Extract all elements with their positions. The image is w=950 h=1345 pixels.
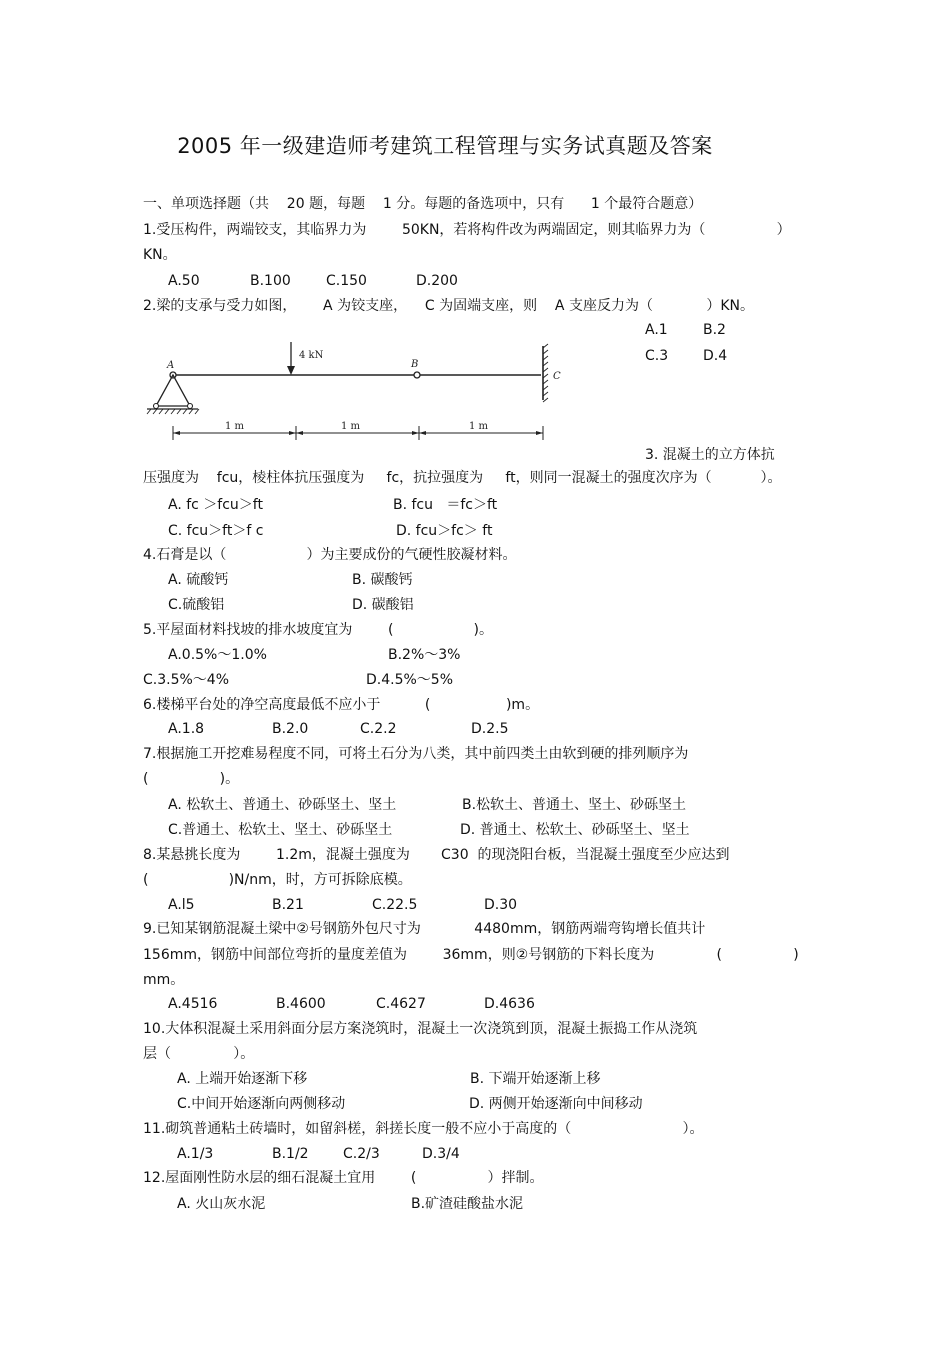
- q1-option-b: B.100: [250, 273, 291, 289]
- section-header: 一、单项选择题（共 20 题，每题 1 分。每题的备选项中，只有 1 个最符合题意）: [143, 196, 703, 212]
- question-12-stem: 12.屋面刚性防水层的细石混凝土宜用 ( ）拌制。: [143, 1170, 544, 1186]
- question-7-stem-cont: ( )。: [143, 771, 240, 787]
- question-4-stem: 4.石膏是以（ ）为主要成份的气硬性胶凝材料。: [143, 547, 517, 563]
- pin-a-roller-left: [154, 404, 159, 409]
- q4-option-a: A. 硫酸钙: [168, 572, 229, 588]
- question-3-stem-cont: 压强度为 fcu，棱柱体抗压强度为 fc，抗拉强度为 ft，则同一混凝土的强度次序为（ ）。: [143, 470, 782, 486]
- q6-option-a: A.1.8: [168, 721, 205, 737]
- q11-option-b: B.1/2: [272, 1146, 309, 1162]
- q8-option-b: B.21: [272, 897, 304, 913]
- q9-option-c: C.4627: [376, 996, 426, 1012]
- q4-option-d: D. 碳酸铝: [352, 597, 414, 613]
- question-3-stem: 3. 混凝土的立方体抗: [645, 447, 775, 463]
- question-8-stem-cont: ( )N/nm，时，方可拆除底模。: [143, 872, 412, 888]
- q2-option-b: B.2: [703, 322, 726, 338]
- question-5-stem: 5.平屋面材料找坡的排水坡度宜为 ( )。: [143, 622, 493, 638]
- dim-label-1: 1 m: [225, 421, 245, 432]
- label-a: A: [167, 360, 175, 371]
- q11-option-d: D.3/4: [422, 1146, 460, 1162]
- q9-option-d: D.4636: [484, 996, 535, 1012]
- q3-option-b: B. fcu ＝fc＞ft: [393, 497, 498, 513]
- q2-option-a: A.1: [645, 322, 668, 338]
- load-label: 4 kN: [299, 350, 324, 361]
- q7-option-a: A. 松软土、普通土、砂砾坚土、坚土: [168, 797, 397, 813]
- q4-option-c: C.硫酸铝: [168, 597, 225, 613]
- question-9-stem-cont: 156mm，钢筋中间部位弯折的量度差值为 36mm，则②号钢筋的下料长度为 ( ): [143, 947, 799, 963]
- q8-option-d: D.30: [484, 897, 518, 913]
- q7-option-c: C.普通土、松软土、坚土、砂砾坚土: [168, 822, 393, 838]
- q10-option-a: A. 上端开始逐渐下移: [177, 1071, 308, 1087]
- beam-diagram: [143, 338, 573, 450]
- q3-option-c: C. fcu＞ft＞f c: [168, 523, 264, 539]
- q11-option-a: A.1/3: [177, 1146, 214, 1162]
- q6-option-d: D.2.5: [471, 721, 509, 737]
- label-b: B: [411, 359, 419, 370]
- q11-option-c: C.2/3: [343, 1146, 380, 1162]
- q5-option-a: A.0.5%～1.0%: [168, 647, 267, 663]
- dim-arrow-2l: [289, 431, 296, 435]
- q12-option-b: B.矿渣硅酸盐水泥: [411, 1196, 524, 1212]
- q7-option-b: B.松软土、普通土、坚土、砂砾坚土: [462, 797, 687, 813]
- question-1-stem: 1.受压构件，两端铰支，其临界力为 50KN，若将构件改为两端固定，则其临界力为（ ）: [143, 222, 791, 238]
- question-9-stem: 9.已知某钢筋混凝土梁中②号钢筋外包尺寸为 4480mm，钢筋两端弯钩增长值共计: [143, 921, 706, 937]
- q1-option-d: D.200: [416, 273, 458, 289]
- pin-a-roller-right: [188, 404, 193, 409]
- q7-option-d: D. 普通土、松软土、砂砾坚土、坚土: [460, 822, 690, 838]
- question-10-stem-cont: 层（ ）。: [143, 1046, 255, 1062]
- label-c: C: [553, 371, 561, 382]
- q1-option-c: C.150: [326, 273, 367, 289]
- dim-label-3: 1 m: [469, 421, 489, 432]
- q2-option-d: D.4: [703, 348, 728, 364]
- question-8-stem: 8.某悬挑长度为 1.2m，混凝土强度为 C30 的现浇阳台板，当混凝土强度至少应达到: [143, 847, 730, 863]
- load-arrow-head: [287, 366, 295, 375]
- dim-arrow-3l: [412, 431, 419, 435]
- q9-option-a: A.4516: [168, 996, 218, 1012]
- q8-option-c: C.22.5: [372, 897, 418, 913]
- question-2-stem: 2.梁的支承与受力如图， A 为铰支座， C 为固端支座，则 A 支座反力为（ ）KN。: [143, 298, 754, 314]
- hinge-b: [414, 372, 420, 378]
- ground-hatch: [147, 409, 199, 414]
- q10-option-b: B. 下端开始逐渐上移: [470, 1071, 601, 1087]
- q6-option-c: C.2.2: [360, 721, 397, 737]
- q2-option-c: C.3: [645, 348, 669, 364]
- question-10-stem: 10.大体积混凝土采用斜面分层方案浇筑时，混凝土一次浇筑到顶，混凝土振捣工作从浇筑: [143, 1021, 698, 1037]
- question-6-stem: 6.楼梯平台处的净空高度最低不应小于 ( )m。: [143, 697, 540, 713]
- q1-option-a: A.50: [168, 273, 200, 289]
- q3-option-d: D. fcu＞fc＞ ft: [396, 523, 493, 539]
- page-title: 2005 年一级建造师考建筑工程管理与实务试真题及答案: [177, 134, 713, 158]
- q9-option-b: B.4600: [276, 996, 326, 1012]
- q5-option-b: B.2%～3%: [388, 647, 461, 663]
- dim-arrow-1r: [173, 431, 180, 435]
- q5-option-c: C.3.5%～4%: [143, 672, 230, 688]
- q4-option-b: B. 碳酸钙: [352, 572, 413, 588]
- question-1-stem-cont: KN。: [143, 247, 177, 263]
- q6-option-b: B.2.0: [272, 721, 309, 737]
- q12-option-a: A. 火山灰水泥: [177, 1196, 266, 1212]
- dim-arrow-3r: [419, 431, 426, 435]
- q8-option-a: A.l5: [168, 897, 195, 913]
- q5-option-d: D.4.5%～5%: [366, 672, 454, 688]
- dim-label-2: 1 m: [341, 421, 361, 432]
- q3-option-a: A. fc ＞fcu＞ft: [168, 497, 263, 513]
- dim-arrow-2r: [296, 431, 303, 435]
- dim-arrow-4l: [536, 431, 543, 435]
- question-11-stem: 11.砌筑普通粘土砖墙时，如留斜槎，斜搓长度一般不应小于高度的（ ）。: [143, 1121, 704, 1137]
- question-7-stem: 7.根据施工开挖难易程度不同，可将土石分为八类，其中前四类土由软到硬的排列顺序为: [143, 746, 689, 762]
- q10-option-c: C.中间开始逐渐向两侧移动: [177, 1096, 346, 1112]
- question-9-stem-cont2: mm。: [143, 972, 185, 988]
- pin-a-triangle: [156, 375, 190, 406]
- q10-option-d: D. 两侧开始逐渐向中间移动: [469, 1096, 643, 1112]
